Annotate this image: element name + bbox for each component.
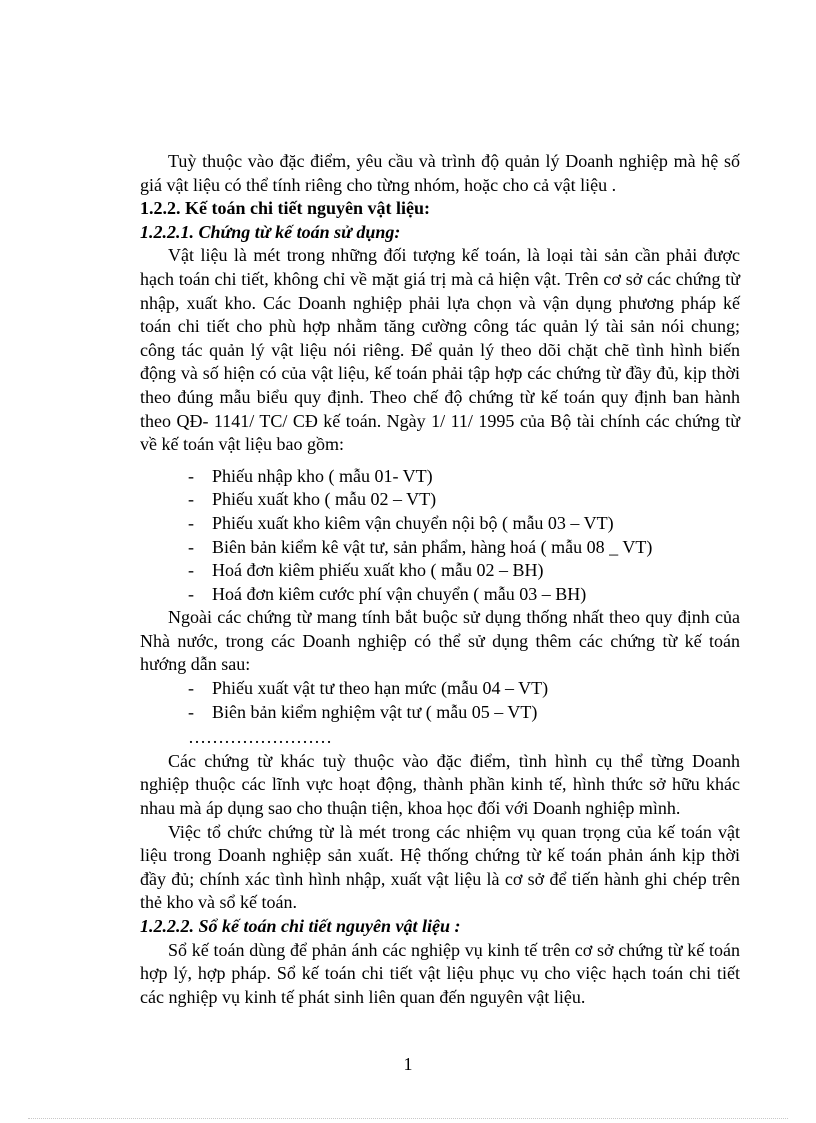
list-item: [140, 583, 740, 607]
list-dash: -: [188, 512, 194, 533]
list-item-text: Hoá đơn kiêm phiếu xuất kho ( mẫu 02 – BH): [212, 560, 544, 581]
list-item: [140, 559, 740, 583]
list-item-text: Phiếu xuất kho kiêm vận chuyển nội bộ ( mẫu 03 – VT): [212, 512, 614, 533]
section-heading-1-2-2-1: 1.2.2.1. Chứng từ kế toán sử dụng:: [140, 221, 401, 242]
list-item-text: Hoá đơn kiêm cước phí vận chuyển ( mẫu 03 – BH): [212, 583, 587, 604]
list-item: [140, 512, 740, 536]
list-item-text: Biên bản kiểm nghiệm vật tư ( mẫu 05 – VT): [212, 701, 538, 722]
list-item-text: Phiếu nhập kho ( mẫu 01- VT): [212, 465, 433, 486]
required-vouchers-list: [140, 465, 740, 607]
list-item: [140, 465, 740, 489]
intro-paragraph: Tuỳ thuộc vào đặc điểm, yêu cầu và trình độ quản lý Doanh nghiệp mà hệ số giá vật liệu có thể tính riêng cho từng nhóm, hoặc cho cả vật liệu .: [140, 151, 740, 195]
document-page: [140, 150, 740, 1009]
list-dash: -: [188, 678, 194, 699]
list-dash: -: [188, 583, 194, 604]
list-item-text: Phiếu xuất vật tư theo hạn mức (mẫu 04 – VT): [212, 678, 549, 699]
page-bottom-divider: [28, 1118, 788, 1119]
paragraph-voucher-organization: Việc tổ chức chứng từ là mét trong các nhiệm vụ quan trọng của kế toán vật liệu trong Doanh nghiệp sản xuất. Hệ thống chứng từ kế toán phản ánh kịp thời đầy đủ; chính xác tình hình nhập, xuất vật liệu là cơ sở để tiến hành ghi chép trên thẻ kho và sổ kế toán.: [140, 821, 740, 913]
guidance-vouchers-list: [140, 677, 740, 724]
section-heading-1-2-2-2: 1.2.2.2. Sổ kế toán chi tiết nguyên vật liệu :: [140, 916, 461, 936]
list-item-text: Phiếu xuất kho ( mẫu 02 – VT): [212, 489, 437, 510]
list-item-text: Biên bản kiểm kê vật tư, sản phẩm, hàng hoá ( mẫu 08 _ VT): [212, 536, 653, 557]
page-number: 1: [403, 1054, 413, 1074]
section-heading-1-2-2: 1.2.2. Kế toán chi tiết nguyên vật liệu:: [140, 198, 430, 219]
ellipsis-line: ……………………: [188, 727, 332, 748]
list-item: [140, 536, 740, 560]
list-dash: -: [188, 701, 194, 722]
paragraph-ledgers: Sổ kế toán dùng để phản ánh các nghiệp vụ kinh tế trên cơ sở chứng từ kế toán hợp lý, hợp pháp. Sổ kế toán chi tiết vật liệu phục vụ cho việc hạch toán chi tiết các nghiệp vụ kinh tế phát sinh liên quan đến nguyên vật liệu.: [140, 939, 740, 1007]
list-dash: -: [188, 560, 194, 581]
paragraph-vouchers: Vật liệu là mét trong những đối tượng kế toán, là loại tài sản cần phải được hạch toán chi tiết, không chỉ về mặt giá trị mà cả hiện vật. Trên cơ sở các chứng từ nhập, xuất kho. Các Doanh nghiệp phải lựa chọn và vận dụng phương pháp kế toán chi tiết cho phù hợp nhằm tăng cường công tác quản lý tài sản nói chung; công tác quản lý vật liệu nói riêng. Để quản lý theo dõi chặt chẽ tình hình biến động và số hiện có của vật liệu, kế toán phải tập hợp các chứng từ đầy đủ, kịp thời theo đúng mẫu biểu quy định. Theo chế độ chứng từ kế toán quy định ban hành theo QĐ- 1141/ TC/ CĐ kế toán. Ngày 1/ 11/ 1995 của Bộ tài chính các chứng từ về kế toán vật liệu bao gồm:: [140, 245, 740, 455]
paragraph-guidance-vouchers: Ngoài các chứng từ mang tính bắt buộc sử dụng thống nhất theo quy định của Nhà nước, trong các Doanh nghiệp có thể sử dụng thêm các chứng từ kế toán hướng dẫn sau:: [140, 607, 740, 675]
paragraph-other-vouchers: Các chứng từ khác tuỳ thuộc vào đặc điểm, tình hình cụ thể từng Doanh nghiệp thuộc các lĩnh vực hoạt động, thành phần kinh tế, hình thức sở hữu khác nhau mà áp dụng sao cho thuận tiện, khoa học đối với Doanh nghiệp mình.: [140, 750, 740, 819]
list-dash: -: [188, 465, 194, 486]
list-dash: -: [188, 489, 194, 510]
list-dash: -: [188, 536, 194, 557]
list-item: [140, 677, 740, 701]
list-item: [140, 488, 740, 512]
list-item: [140, 701, 740, 725]
